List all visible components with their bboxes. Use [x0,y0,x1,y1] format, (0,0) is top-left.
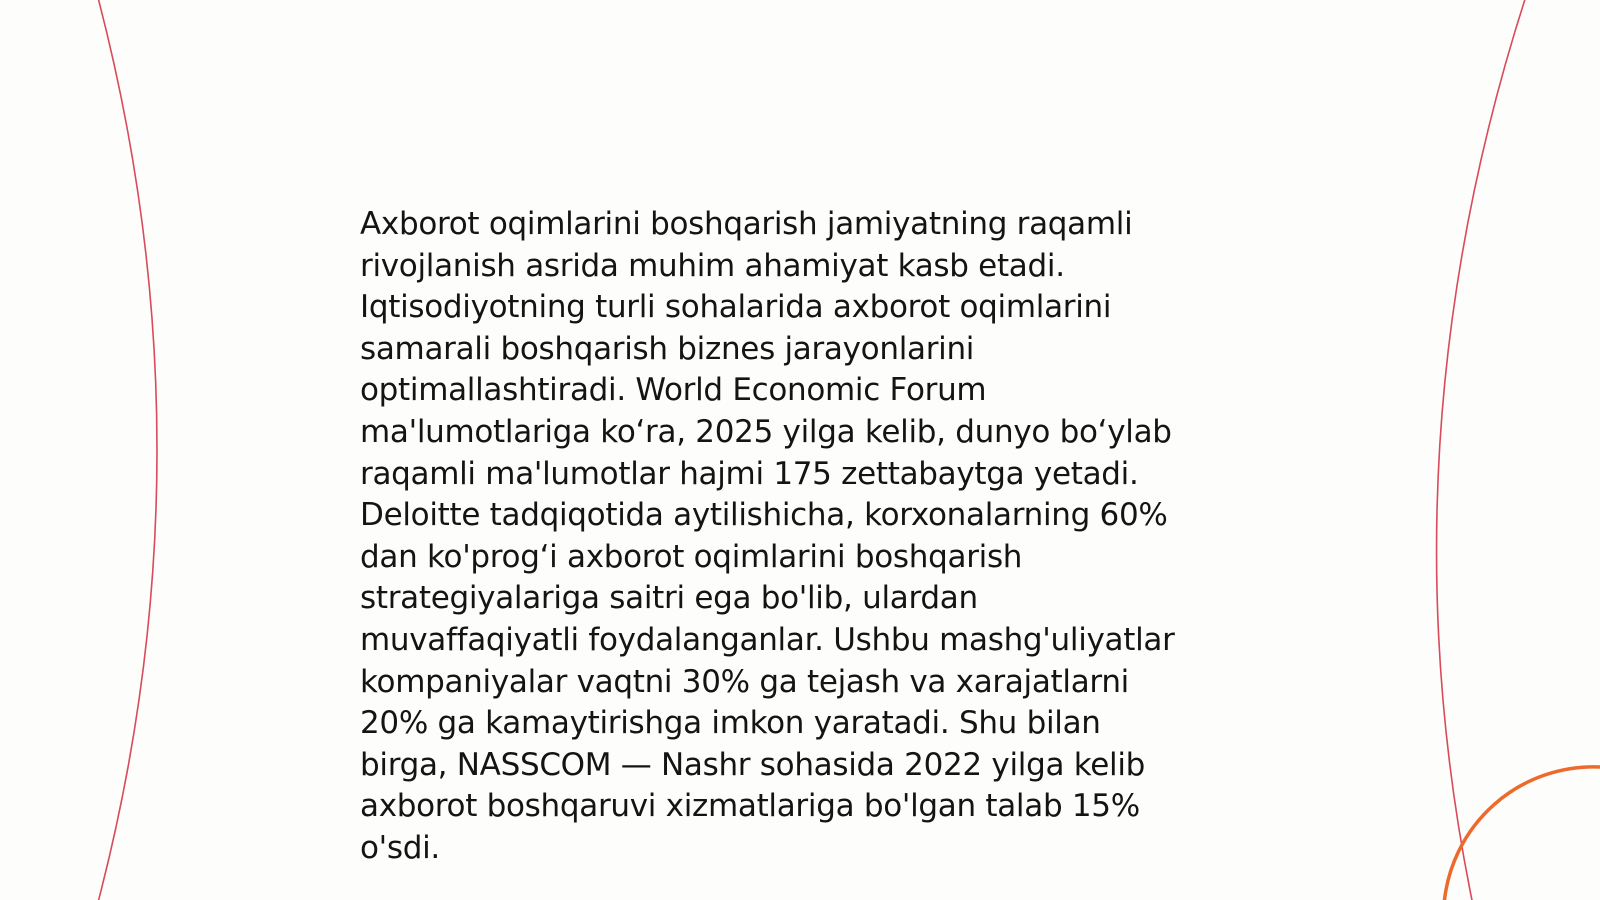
paragraph-line: kompaniyalar vaqtni 30% ga tejash va xarajatlarni [360,663,1129,700]
body-paragraph [360,204,1240,870]
paragraph-line: samarali boshqarish biznes jarayonlarini [360,330,975,367]
paragraph-line: Axborot oqimlarini boshqarish jamiyatning raqamli [360,206,1133,242]
paragraph-line: ma'lumotlariga ko‘ra, 2025 yilga kelib, dunyo bo‘ylab [360,413,1172,450]
right-arc [1437,0,1528,900]
paragraph-line: muvaffaqiyatli foydalanganlar. Ushbu mashg'uliyatlar [360,621,1175,658]
paragraph-line: Deloitte tadqiqotida aytilishicha, korxonalarning 60% [360,497,1168,534]
paragraph-line: o'sdi. [360,829,440,866]
left-arc [96,0,157,900]
paragraph-line: axborot boshqaruvi xizmatlariga bo'lgan talab 15% [360,788,1140,825]
paragraph-line: birga, NASSCOM — Nashr sohasida 2022 yilga kelib [360,746,1146,783]
paragraph-line: 20% ga kamaytirishga imkon yaratadi. Shu bilan [360,705,1101,742]
paragraph-line: dan ko'prog‘i axborot oqimlarini boshqarish [360,538,1023,575]
paragraph-line: raqamli ma'lumotlar hajmi 175 zettabaytga yetadi. [360,455,1139,492]
paragraph-line: rivojlanish asrida muhim ahamiyat kasb etadi. [360,247,1065,284]
paragraph-line: strategiyalariga saitri ega bo'lib, ulardan [360,580,978,617]
paragraph-line: optimallashtiradi. World Economic Forum [360,372,987,409]
paragraph-line: Iqtisodiyotning turli sohalarida axborot oqimlarini [360,289,1112,326]
